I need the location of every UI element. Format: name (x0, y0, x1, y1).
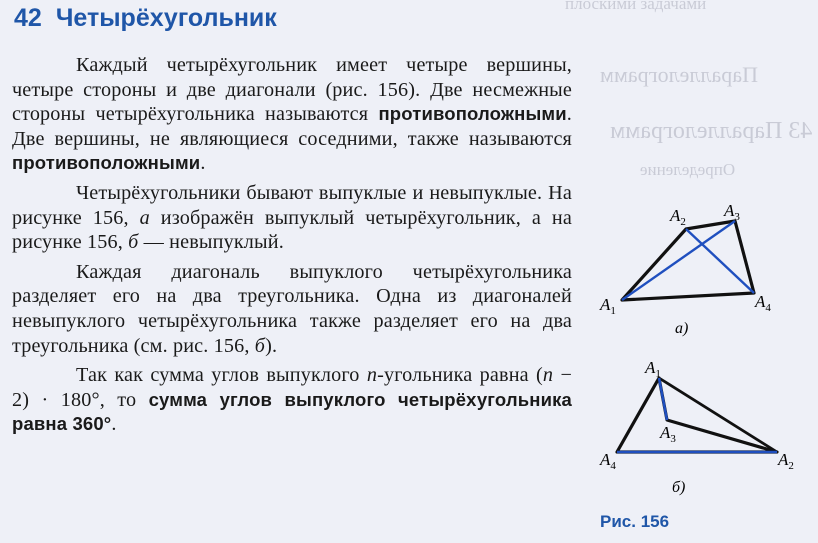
figure-caption: Рис. 156 (600, 512, 670, 531)
vertex-a-A1: $A_1$ (600, 295, 616, 317)
vertex-a-A2: $A_2$ (670, 206, 686, 228)
bleed-text-4: Определение (640, 160, 736, 179)
vertex-b-A3: $A_3$ (660, 423, 676, 445)
figure-a-sublabel: а) (675, 320, 689, 337)
vertex-b-A4: $A_4$ (600, 450, 616, 472)
bold-term: сумма углов выпуклого четырёхугольника равна 360° (12, 388, 572, 435)
quad-a-outline (622, 221, 754, 300)
section-number: 42 (14, 4, 42, 32)
italic-symbol: n (366, 364, 378, 387)
figure-a (599, 201, 771, 337)
text-run: ). (265, 334, 278, 357)
text-run: изображён выпуклый четырёхугольник, а на рисунке 156, (12, 206, 572, 254)
figure-b (599, 358, 794, 496)
vertex-b-A2: $A_2$ (778, 450, 794, 472)
bleed-text-2: Параллелограмм (600, 62, 758, 87)
vertex-a-A3: $A_3$ (724, 201, 740, 223)
quad-b-diagonal-1 (659, 378, 777, 452)
quad-b-outline (617, 378, 777, 452)
text-run: Так как сумма углов выпуклого (76, 364, 367, 387)
bleed-text-3: 43 Параллелограмм (610, 118, 813, 144)
text-run: . (200, 152, 206, 175)
text-run: − 2) · 180°, то (12, 364, 572, 411)
section-title: Четырёхугольник (55, 4, 277, 32)
italic-symbol: n (542, 364, 554, 387)
bold-term: противоположными (378, 103, 567, 125)
text-run: . Две вершины, не являющиеся соседними, также называются (12, 103, 572, 150)
text-run: Четырёхугольники бывают выпуклые и невыпуклые. На рисунке 156, (12, 181, 572, 229)
quad-a-diagonal-2 (686, 229, 754, 293)
vertex-b-A1: $A_1$ (645, 358, 661, 380)
text-run: Каждая диагональ выпуклого четырёхугольника разделяет его на два треугольника. Одна из диагоналей невыпуклого четырёхугольника также разделяет его на два треугольника (см. рис. 156, (12, 260, 572, 357)
text-run: . (111, 413, 117, 436)
figure-b-sublabel: б) (672, 479, 686, 496)
bleed-text-1: плоскими задачами (565, 0, 707, 13)
italic-symbol: б (254, 334, 266, 357)
text-run: — невыпуклый. (138, 231, 284, 254)
vertex-a-A4: $A_4$ (755, 292, 771, 314)
text-run: Каждый четырёхугольник имеет четыре вершины, четыре стороны и две диагонали (рис. 156). Две несмежные стороны четырёхугольника называются (12, 54, 572, 126)
bold-term: противоположными (12, 152, 201, 174)
italic-symbol: а (139, 206, 150, 229)
quad-b-diagonal-3 (659, 378, 667, 420)
text-run: -угольника равна ( (377, 364, 543, 387)
italic-symbol: б (128, 231, 139, 254)
